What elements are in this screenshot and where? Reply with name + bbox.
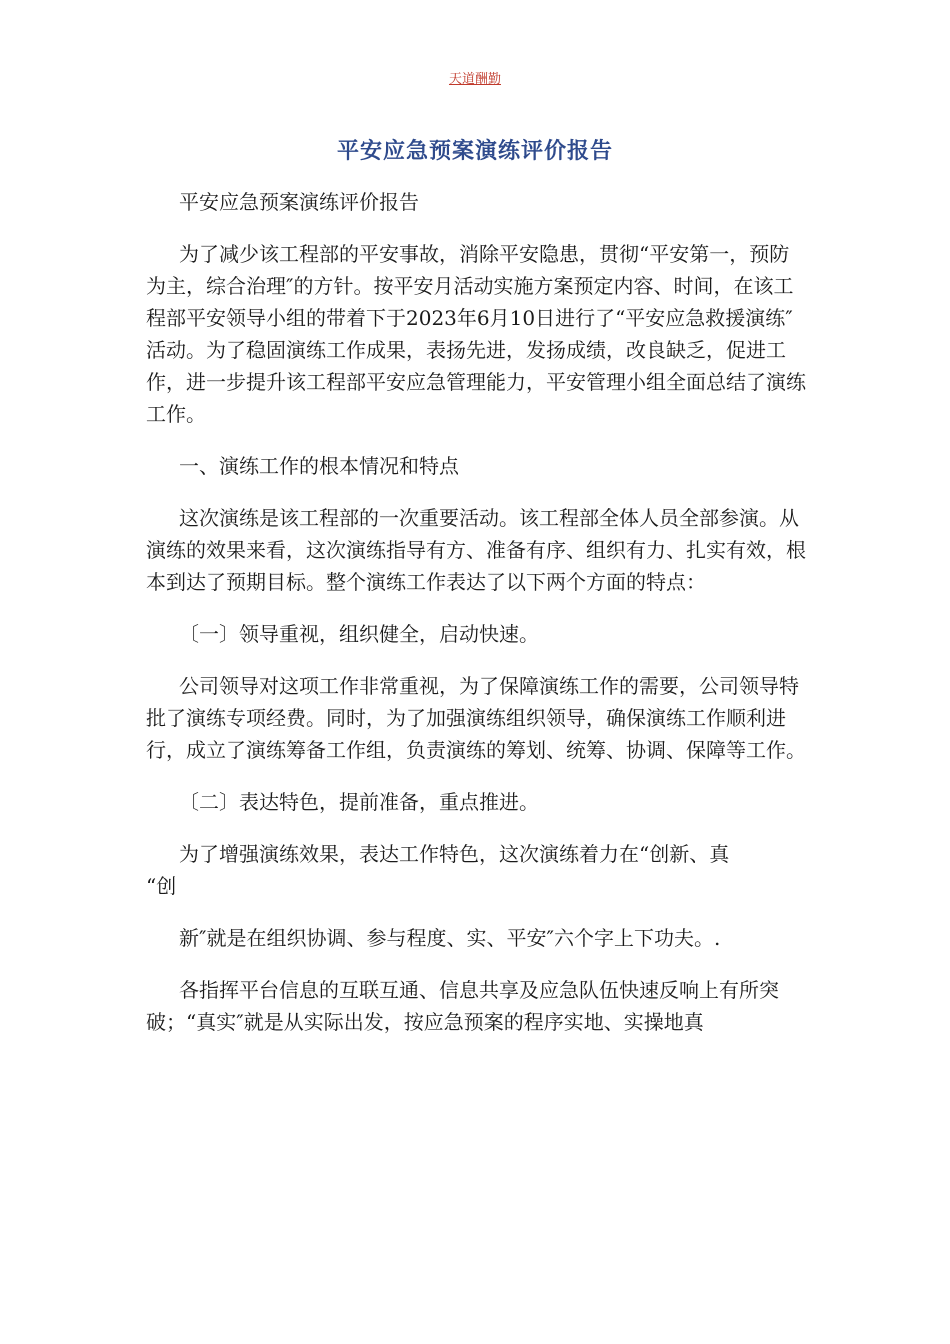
paragraph-overview: 这次演练是该工程部的一次重要活动。该工程部全体人员全部参演。从演练的效果来看，这次演练指导有方、准备有序、组织有力、扎实有效，根本到达了预期目标。整个演练工作表达了以下两个方面的特点： (146, 506, 806, 594)
paragraph-features-line-2: “创 (146, 874, 177, 898)
paragraph-features-line-1: 为了增强演练效果，表达工作特色，这次演练着力在“创新、真 (179, 842, 730, 866)
subsection-heading-2: 〔二〕表达特色，提前准备，重点推进。 (179, 790, 539, 814)
document-subtitle: 平安应急预案演练评价报告 (179, 190, 419, 214)
paragraph-intro: 为了减少该工程部的平安事故，消除平安隐患，贯彻“平安第一，预防为主，综合治理″的方针。按平安月活动实施方案预定内容、时间，在该工程部平安领导小组的带着下于2023年6月10日进行了“平安应急救援演练″活动。为了稳固演练工作成果，表扬先进，发扬成绩，改良缺乏，促进工作，进一步提升该工程部平安应急管理能力，平安管理小组全面总结了演练工作。 (146, 242, 806, 426)
page-header: 天道酬勤 (448, 72, 501, 87)
paragraph-command-platform: 各指挥平台信息的互联互通、信息共享及应急队伍快速反响上有所突破；“真实″就是从实际出发，按应急预案的程序实地、实操地真 (146, 978, 779, 1034)
paragraph-leadership: 公司领导对这项工作非常重视，为了保障演练工作的需要，公司领导特批了演练专项经费。同时，为了加强演练组织领导，确保演练工作顺利进行，成立了演练筹备工作组，负责演练的筹划、统筹、协调、保障等工作。 (146, 674, 806, 762)
subsection-heading-1: 〔一〕领导重视，组织健全，启动快速。 (179, 622, 539, 646)
document-body (146, 186, 806, 1038)
document-title: 平安应急预案演练评价报告 (336, 139, 613, 164)
section-heading-1: 一、演练工作的根本情况和特点 (179, 454, 459, 478)
paragraph-features-line-3: 新″就是在组织协调、参与程度、实、平安″六个字上下功夫。. (179, 926, 721, 950)
